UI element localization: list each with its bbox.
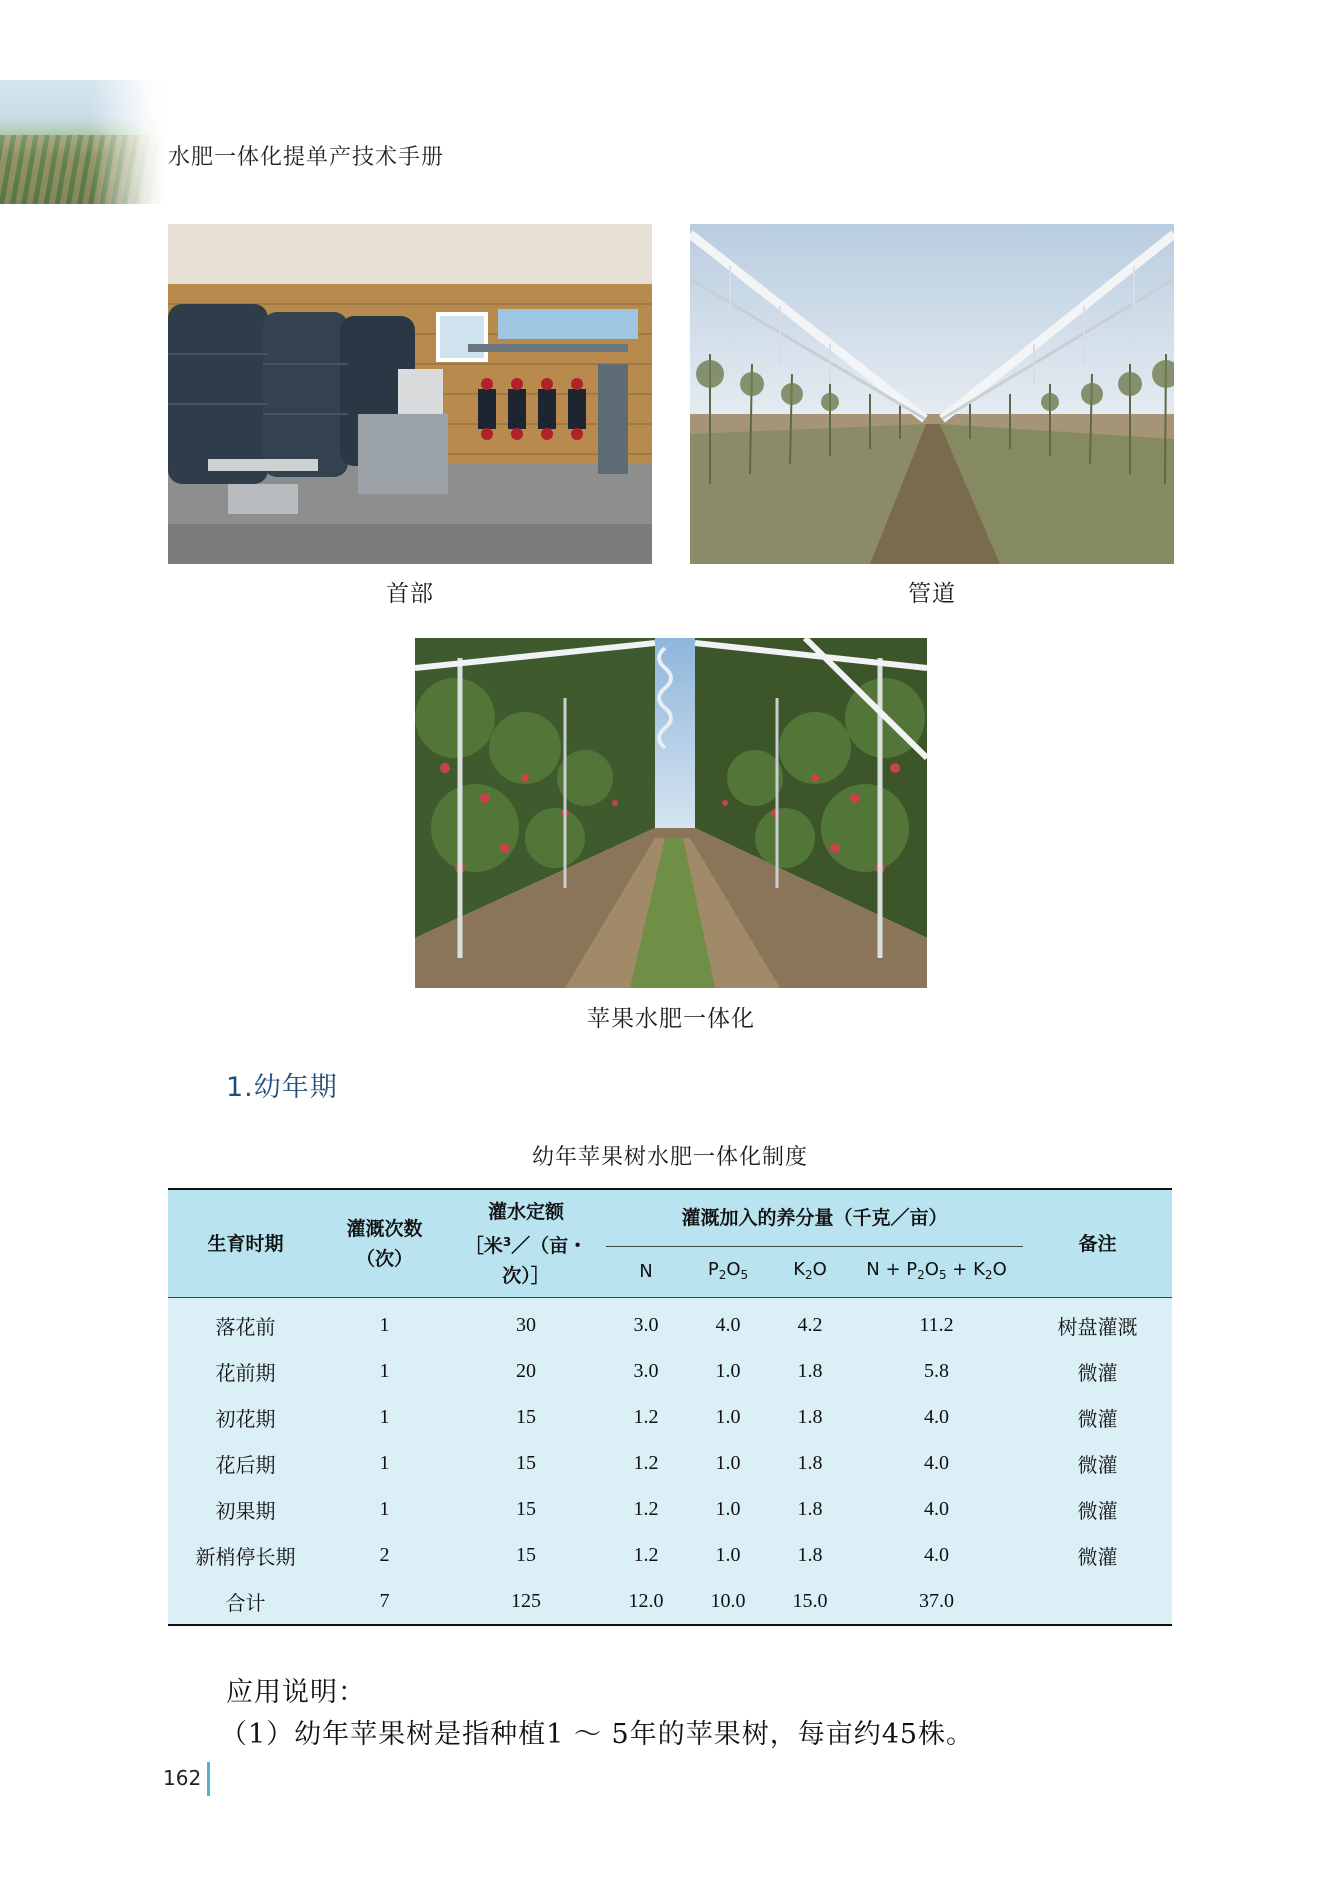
table-row-total bbox=[168, 1578, 1172, 1624]
header-p2o5-a: P bbox=[707, 1258, 719, 1280]
cell-remark: 微灌 bbox=[1077, 1498, 1118, 1523]
cell-total: 4.0 bbox=[924, 1543, 949, 1566]
cell-n: 3.0 bbox=[633, 1359, 659, 1382]
photo-pipelines bbox=[690, 224, 1174, 564]
cell-total: 4.0 bbox=[924, 1405, 949, 1428]
table-title: 幼年苹果树水肥一体化制度 bbox=[531, 1145, 808, 1170]
cell-k2o: 1.8 bbox=[797, 1543, 823, 1566]
header-p2o5-sub1: 2 bbox=[718, 1267, 727, 1282]
page-number-accent-bar bbox=[207, 1762, 210, 1796]
cell-total: 4.0 bbox=[924, 1497, 949, 1520]
header-total-a: N + P bbox=[866, 1258, 918, 1280]
cell-k2o: 1.8 bbox=[797, 1451, 823, 1474]
header-water-quota-unit-b: ／（亩・次）］ bbox=[502, 1234, 588, 1287]
header-total bbox=[850, 1247, 1023, 1298]
cell-n: 1.2 bbox=[633, 1543, 659, 1566]
cell-quota: 15 bbox=[516, 1451, 536, 1474]
cell-n: 3.0 bbox=[633, 1313, 659, 1336]
cell-remark: 微灌 bbox=[1077, 1406, 1118, 1431]
cell-p2o5: 1.0 bbox=[715, 1359, 741, 1382]
cell-n: 1.2 bbox=[633, 1497, 659, 1520]
header-p2o5-sub2: 5 bbox=[740, 1267, 749, 1282]
header-irrigation-count bbox=[323, 1190, 446, 1298]
cell-count: 7 bbox=[379, 1589, 390, 1612]
header-k2o-b: O bbox=[812, 1258, 827, 1280]
header-k2o-a: K bbox=[793, 1258, 805, 1280]
cell-stage: 落花前 bbox=[215, 1314, 276, 1339]
cell-p2o5: 1.0 bbox=[715, 1451, 741, 1474]
page-number: 162 bbox=[163, 1766, 202, 1790]
cell-quota: 15 bbox=[516, 1543, 536, 1566]
cell-stage: 合计 bbox=[225, 1590, 266, 1615]
header-nutrient-group: 灌溉加入的养分量（千克／亩） bbox=[606, 1190, 1023, 1247]
cell-quota: 20 bbox=[516, 1359, 536, 1382]
header-field-photo bbox=[0, 80, 165, 204]
cell-stage: 花后期 bbox=[215, 1452, 276, 1477]
header-p2o5-b: O bbox=[726, 1258, 741, 1280]
header-total-c: + K bbox=[946, 1258, 985, 1280]
cell-p2o5: 1.0 bbox=[715, 1543, 741, 1566]
table-row bbox=[168, 1486, 1172, 1532]
header-water-quota-line2 bbox=[446, 1227, 606, 1291]
header-irrigation-count-line2: （次） bbox=[355, 1247, 413, 1270]
cell-remark: 微灌 bbox=[1077, 1544, 1118, 1569]
cell-total: 37.0 bbox=[919, 1589, 954, 1612]
cell-remark: 微灌 bbox=[1077, 1452, 1118, 1477]
cell-n: 12.0 bbox=[628, 1589, 664, 1612]
header-k2o-sub: 2 bbox=[805, 1267, 813, 1282]
cell-quota: 15 bbox=[516, 1497, 536, 1520]
header-total-sub2: 5 bbox=[938, 1267, 947, 1282]
cell-stage: 初花期 bbox=[215, 1406, 276, 1431]
header-total-d: O bbox=[992, 1258, 1007, 1280]
table-row bbox=[168, 1440, 1172, 1486]
table-row bbox=[168, 1394, 1172, 1440]
cell-quota: 15 bbox=[516, 1405, 536, 1428]
cell-total: 5.8 bbox=[924, 1359, 949, 1382]
cell-count: 2 bbox=[379, 1543, 390, 1566]
cell-total: 11.2 bbox=[919, 1313, 954, 1336]
photo-apple-orchard bbox=[415, 638, 927, 988]
cell-p2o5: 10.0 bbox=[710, 1589, 746, 1612]
header-total-sub3: 2 bbox=[984, 1267, 993, 1282]
cell-quota: 125 bbox=[511, 1589, 541, 1612]
table-row bbox=[168, 1298, 1172, 1349]
header-total-b: O bbox=[924, 1258, 939, 1280]
header-n: N bbox=[606, 1247, 686, 1298]
header-stage: 生育时期 bbox=[168, 1190, 323, 1298]
running-title: 水肥一体化提单产技术手册 bbox=[168, 145, 445, 170]
notes-item-1: （1）幼年苹果树是指种植1 ～ 5年的苹果树，每亩约45株。 bbox=[220, 1719, 975, 1750]
cell-k2o: 1.8 bbox=[797, 1497, 823, 1520]
cell-remark bbox=[1023, 1578, 1172, 1624]
cell-total: 4.0 bbox=[924, 1451, 949, 1474]
cell-p2o5: 4.0 bbox=[715, 1313, 741, 1336]
cell-remark: 微灌 bbox=[1077, 1360, 1118, 1385]
cell-quota: 30 bbox=[516, 1313, 536, 1336]
cell-count: 1 bbox=[379, 1405, 390, 1428]
cell-k2o: 1.8 bbox=[797, 1359, 823, 1382]
caption-head-works: 首部 bbox=[386, 581, 434, 607]
cell-stage: 新梢停长期 bbox=[195, 1544, 296, 1569]
header-irrigation-count-line1: 灌溉次数 bbox=[346, 1217, 423, 1240]
cell-n: 1.2 bbox=[633, 1405, 659, 1428]
fertigation-table bbox=[168, 1188, 1172, 1626]
table-row bbox=[168, 1532, 1172, 1578]
cell-count: 1 bbox=[379, 1451, 390, 1474]
cell-k2o: 4.2 bbox=[797, 1313, 823, 1336]
notes-heading: 应用说明： bbox=[226, 1677, 366, 1708]
cell-p2o5: 1.0 bbox=[715, 1497, 741, 1520]
cell-k2o: 15.0 bbox=[792, 1589, 828, 1612]
section-heading: 1.幼年期 bbox=[226, 1072, 338, 1103]
header-water-quota-unit-sup: 3 bbox=[502, 1234, 512, 1249]
cell-k2o: 1.8 bbox=[797, 1405, 823, 1428]
cell-count: 1 bbox=[379, 1497, 390, 1520]
cell-stage: 花前期 bbox=[215, 1360, 276, 1385]
cell-remark: 树盘灌溉 bbox=[1057, 1314, 1138, 1339]
header-k2o bbox=[770, 1247, 850, 1298]
header-water-quota-line1: 灌水定额 bbox=[487, 1200, 564, 1223]
cell-count: 1 bbox=[379, 1359, 390, 1382]
cell-stage: 初果期 bbox=[215, 1498, 276, 1523]
cell-n: 1.2 bbox=[633, 1451, 659, 1474]
cell-p2o5: 1.0 bbox=[715, 1405, 741, 1428]
cell-count: 1 bbox=[379, 1313, 390, 1336]
caption-pipelines: 管道 bbox=[908, 581, 956, 607]
caption-apple-orchard: 苹果水肥一体化 bbox=[587, 1006, 755, 1032]
header-water-quota-unit-a: ［米 bbox=[464, 1234, 503, 1257]
photo-head-works bbox=[168, 224, 652, 564]
table-row bbox=[168, 1348, 1172, 1394]
header-remark: 备注 bbox=[1023, 1190, 1172, 1298]
header-total-sub1: 2 bbox=[917, 1267, 925, 1282]
header-p2o5 bbox=[686, 1247, 770, 1298]
header-water-quota bbox=[446, 1190, 606, 1298]
